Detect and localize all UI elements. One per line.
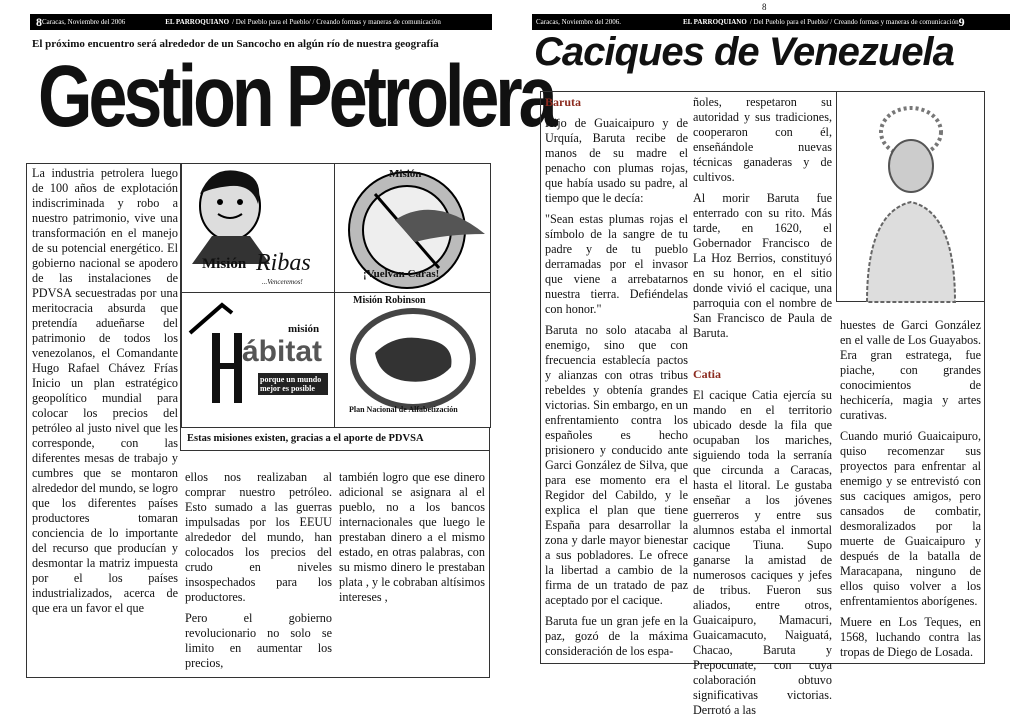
vuelvan-bottom-label: ¡Vuelvan Caras!	[363, 268, 440, 280]
ribas-tag-label: ...Venceremos!	[262, 278, 303, 286]
left-subhead: El próximo encuentro será alrededor de un Sancocho en algún río de nuestra geografía	[32, 38, 439, 50]
habitat-name-label: ábitat	[242, 335, 323, 368]
cacique-portrait-image	[836, 92, 984, 302]
robinson-bottom-label: Plan Nacional de Alfabetización	[349, 405, 458, 414]
ribas-name-label: Ribas	[256, 250, 311, 276]
right-header-date: Caracas, Noviembre del 2006.	[536, 18, 621, 26]
catia-para3: Cuando murió Guaicaipuro, quiso recomenzar sus proyectos para enfrentar al enemigo y se entrevistó con sus caciques amigos, pero cansados de combatir, desmoralizados por la muerte de Guaicaipuro y después de la batalla de Maracapana, ninguno de ellos quiso volver a los enfrentamientos aborígenes.	[840, 429, 981, 608]
baruta-para1: Hijo de Guaicaipuro y de Urquía, Baruta recibe de manos de su madre el penacho con plumas rojas, que había usado su padre, al tiempo que le decía:	[545, 116, 688, 205]
right-article-col1	[545, 95, 688, 663]
baruta-heading: Baruta	[545, 95, 581, 109]
left-article-col2	[185, 470, 332, 676]
catia-heading: Catia	[693, 367, 721, 381]
left-header-slogan: / Del Pueblo para el Pueblo/ / Creando formas y maneras de comunicación	[232, 18, 441, 26]
baruta-para5: ñoles, respetaron su autoridad y sus tradiciones, cooperaron con él, enseñándole nuevas técnicas ganaderas y de cultivos.	[693, 95, 832, 184]
right-header-slogan: / Del Pueblo para el Pueblo/ / Creando formas y maneras de comunicación	[749, 18, 959, 26]
right-article-col2	[693, 95, 832, 717]
catia-para2: huestes de Garci González en el valle de Los Guayabos. Era gran estratega, fue piache, con grandes conocimientos de hechicería, magia y artes curativas.	[840, 318, 981, 422]
left-col2-para1: ellos nos realizaban al comprar nuestro petróleo. Esto sumado a las guerras impulsadas por los EEUU alrededor del mundo, han colocados los precios del crudo en niveles insospechados para los productores.	[185, 470, 332, 604]
baruta-para4: Baruta fue un gran jefe en la paz, gozó de la máxima consideración de los espa-	[545, 614, 688, 658]
robinson-top-label: Misión Robinson	[353, 295, 426, 306]
baruta-para3: Baruta no solo atacaba al enemigo, sino que con frecuencia establecía pactos y alianzas con otras tribus rebeldes y obtenía grandes victorias. Sin embargo, en un enfrentamiento contra los españoles es hecho prisionero y conducido ante Garci González de Silva, que para ese momento era el Regidor del Cabildo, y le explica el plan que tiene España para desarrollar la zona y darle mayor bienestar a sus pobladores. Le ofrece la libertad a cambio de la firma de un tratado de paz aceptado por el cacique.	[545, 323, 688, 607]
right-header-paper: EL PARROQUIANO	[682, 18, 747, 26]
left-header-date: Caracas, Noviembre del 2006	[42, 18, 126, 26]
catia-para4: Muere en Los Teques, en 1568, luchando contra las tropas de Diego de Losada.	[840, 615, 981, 659]
catia-para1: El cacique Catia ejercía su mando en el territorio ubicado desde la fila que ocupaban los mariches, siguiendo toda la serranía que circunda a Caracas, hasta el litoral. Le gustaba enseñar a los jóvenes guerreros y entre sus alumnos estaba el inmortal cacique Tiuna. Supo ganarse la amistad de numerosos caciques y jefes de tribus. Fueron sus aliados, entre otros, Guaicaipuro, Mamacuri, Guaicamacuto, Naiguatá, Chacao, Baruta y Prepocunate, con cuya colaboración obtuvo significativas victorias. Derrotó a las	[693, 388, 832, 717]
ribas-mision-label: Misión	[202, 256, 247, 272]
left-col2-para2: Pero el gobierno revolucionario no solo se limito en aumentar los precios,	[185, 611, 332, 670]
left-article-col3: también logro que ese dinero adicional se asignara al el pueblo, no a los bancos internacionales que luego le prestaban dinero a el mismo estado, en otras palabras, con su mismo dinero le prestaban plata , y le cobraban altísimos intereses ,	[339, 470, 485, 604]
mision-vuelvan-caras-logo	[334, 163, 491, 293]
right-article-col3	[840, 318, 981, 663]
mision-ribas-logo	[181, 163, 335, 293]
right-page-title: Caciques de Venezuela	[534, 30, 954, 74]
mision-habitat-logo	[181, 292, 335, 428]
habitat-mision-label: misión	[288, 323, 320, 335]
left-header-bar	[30, 14, 492, 30]
vuelvan-top-label: Misión	[389, 168, 422, 180]
habitat-tag-label: porque un mundo mejor es posible	[258, 373, 328, 395]
left-page-title: Gestion Petrolera	[38, 47, 554, 145]
left-header-paper: EL PARROQUIANO	[165, 18, 230, 26]
baruta-para6: Al morir Baruta fue enterrado con su rito. Más tarde, en 1620, el Gobernador Francisco de La Hoz Berrios, constituyó en su honor, en el sitio donde vivió el cacique, una parroquia con el nombre de San Francisco de Paula de Baruta.	[693, 191, 832, 340]
missions-logo-grid	[180, 163, 490, 449]
mision-robinson-logo	[334, 292, 491, 428]
missions-caption: Estas misiones existen, gracias a el aporte de PDVSA	[180, 427, 490, 451]
baruta-para2: "Sean estas plumas rojas el símbolo de la sangre de tu padre y de tu pueblo derramadas por el invasor que viene a arrebatarnos nuestra tierra. Defiéndelas con honor."	[545, 212, 688, 316]
left-article-col1: La industria petrolera luego de 100 años de explotación indiscriminada y robo a nuestro patrimonio, vive una transformación en el manejo de su potencial energético. El gobierno nacional se apodero de las instalaciones de PDVSA secuestradas por una meritocracia absurda que pretendía adueñarse del patrimonio de todos los venezolanos, el Comandante Hugo Rafael Chávez Frías Inicio un plan estratégico geopolítico mundial para colocar los precios del petróleo al justo nivel que les corresponde, con las diferentes mesas de trabajo y cumbres que se montaron alrededor del mundo, se logro que los diferentes países productores tomaran conciencia de lo importante del recurso que producían y desmontar la matriz impuesta por el los países industrializados, acerca de que era un favor el que	[32, 166, 178, 615]
right-header-bar	[532, 14, 1010, 30]
right-page-number: 9	[958, 14, 965, 29]
cacique-figure-icon	[837, 92, 985, 302]
page-number-top: 8	[762, 2, 767, 12]
left-page-number: 8	[36, 14, 42, 29]
